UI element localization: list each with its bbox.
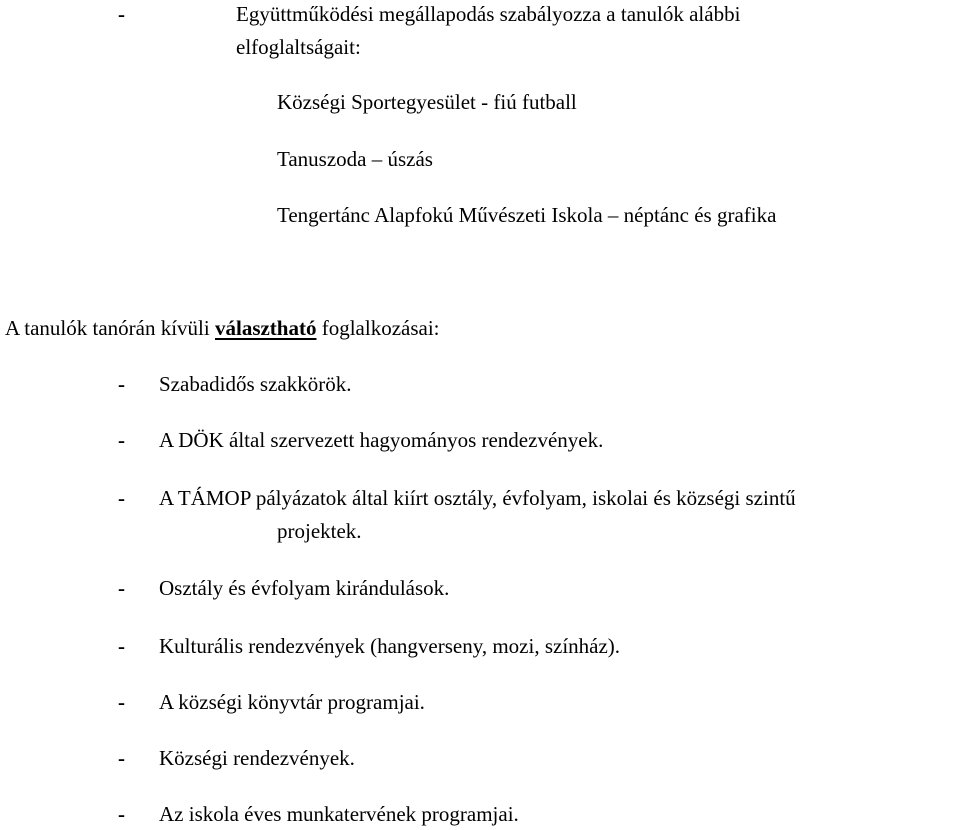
optional-bullet-1: - — [118, 372, 125, 396]
optional-item-kulturalis: Kulturális rendezvények (hangverseny, mozi, színház). — [159, 634, 621, 658]
optional-bullet-5: - — [118, 634, 125, 658]
optional-bullet-8: - — [118, 802, 125, 826]
optional-item-tamop: A TÁMOP pályázatok által kiírt osztály, évfolyam, iskolai és községi szintű — [159, 486, 796, 510]
optional-bullet-7: - — [118, 746, 125, 770]
agreement-item-tanuszoda: Tanuszoda – úszás — [277, 147, 433, 171]
optional-item-munkaterv: Az iskola éves munkatervének programjai. — [159, 802, 519, 826]
optional-bullet-3: - — [118, 486, 125, 510]
optional-item-kozsegi: Községi rendezvények. — [159, 746, 355, 770]
optional-item-kirandulasok: Osztály és évfolyam kirándulások. — [159, 576, 450, 600]
optional-item-tamop-continuation: projektek. — [277, 519, 362, 543]
agreement-bullet: - — [118, 2, 125, 26]
optional-item-szakkorok: Szabadidős szakkörök. — [159, 372, 352, 396]
optional-bullet-6: - — [118, 690, 125, 714]
agreement-heading-line1: Együttműködési megállapodás szabályozza a tanulók alábbi — [236, 2, 741, 26]
optional-bullet-4: - — [118, 576, 125, 600]
optional-item-konyvtar: A községi könyvtár programjai. — [159, 690, 425, 714]
agreement-item-tengertanc: Tengertánc Alapfokú Művészeti Iskola – néptánc és grafika — [277, 203, 777, 227]
optional-intro — [5, 316, 440, 341]
optional-intro-after: foglalkozásai: — [316, 316, 440, 340]
optional-intro-emphasis: választható — [214, 316, 317, 340]
optional-item-dok: A DÖK által szervezett hagyományos rendezvények. — [159, 428, 604, 452]
optional-intro-before: A tanulók tanórán kívüli — [5, 316, 215, 340]
agreement-item-sportegyesulet: Községi Sportegyesület - fiú futball — [277, 90, 577, 114]
optional-bullet-2: - — [118, 428, 125, 452]
agreement-heading-line2: elfoglaltságait: — [236, 35, 361, 59]
